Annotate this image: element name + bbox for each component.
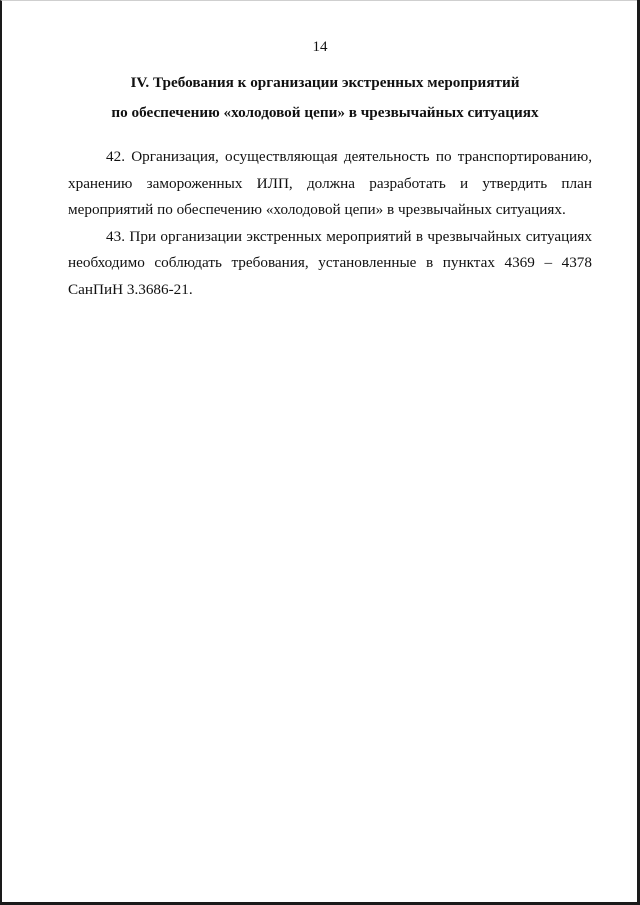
section-heading-line-1: IV. Требования к организации экстренных мероприятий (130, 74, 520, 91)
section-heading-line-2: по обеспечению «холодовой цепи» в чрезвычайных ситуациях (111, 104, 539, 121)
paragraph-42: 42. Организация, осуществляющая деятельность по транспортированию, хранению замороженных ИЛП, должна разработать и утвердить план мероприятий по обеспечению «холодовой цепи» в чрезвычайных ситуациях. (68, 148, 592, 218)
document-body (68, 144, 592, 303)
page-number: 14 (312, 39, 328, 55)
paragraph-43: 43. При организации экстренных мероприятий в чрезвычайных ситуациях необходимо соблюдать требования, установленные в пунктах 4369 – 4378 СанПиН 3.3686-21. (68, 227, 592, 298)
section-heading (60, 68, 590, 128)
